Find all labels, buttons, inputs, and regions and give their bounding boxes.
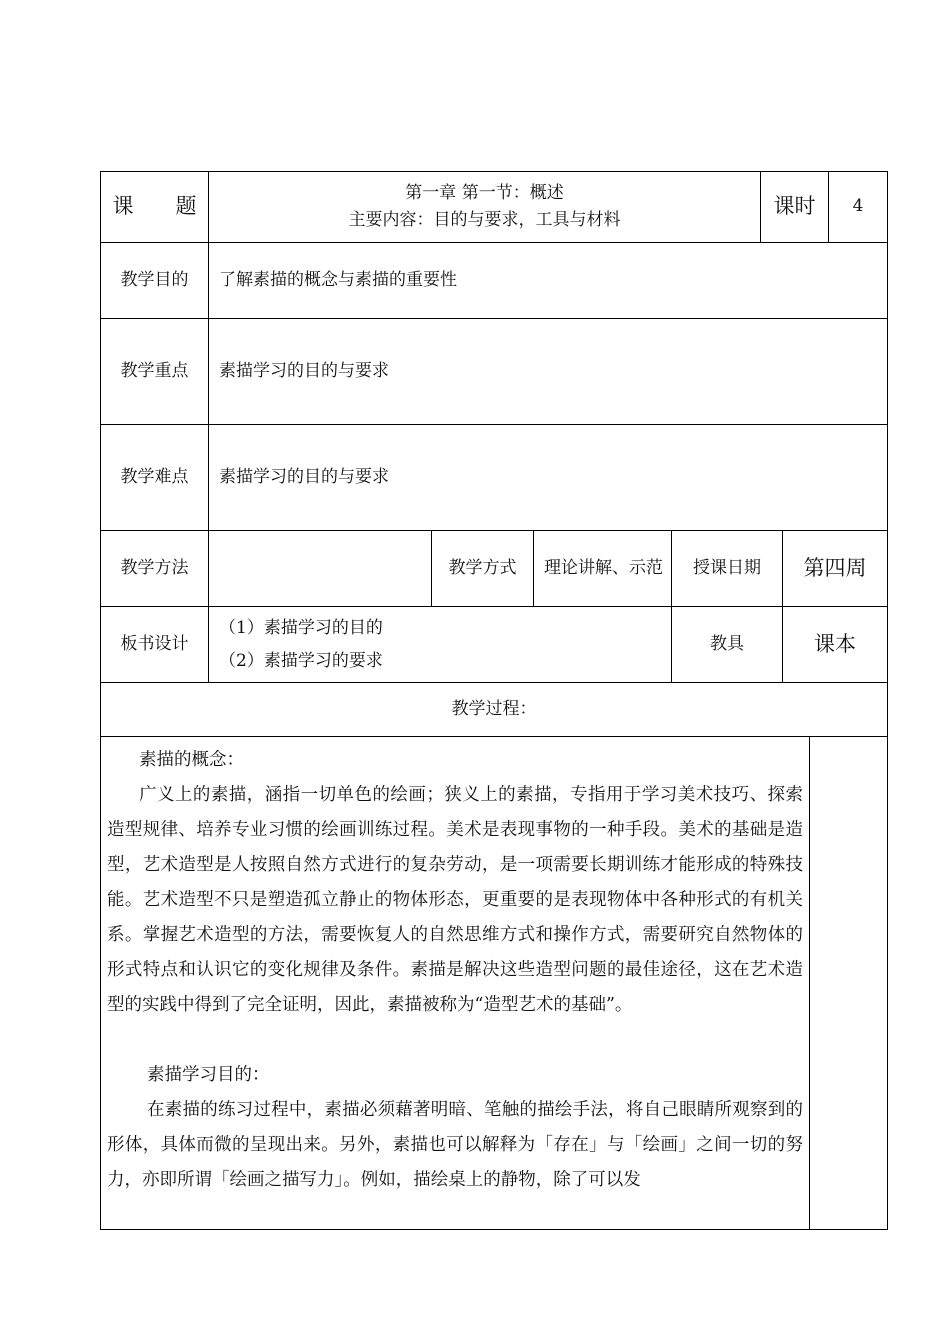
process-side-column xyxy=(810,737,887,1229)
purpose-paragraph: 在素描的练习过程中，素描必须藉著明暗、笔触的描绘手法，将自己眼睛所观察到的形体，具体而微的呈现出来。另外，素描也可以解释为「存在」与「绘画」之间一切的努力，亦即所谓「绘画之描写力」。例如，描绘桌上的静物，除了可以发 xyxy=(107,1100,803,1190)
mode-label: 教学方式 xyxy=(432,531,534,606)
mode-value: 理论讲解、示范 xyxy=(534,531,672,606)
main-content: 主要内容：目的与要求，工具与材料 xyxy=(348,210,621,230)
board-content xyxy=(209,607,672,682)
tools-value: 课本 xyxy=(814,631,856,656)
topic-content xyxy=(209,172,761,242)
tools-label: 教具 xyxy=(672,607,783,682)
process-title-row xyxy=(100,683,888,737)
objective-row xyxy=(100,243,888,319)
difficulty-row xyxy=(100,425,888,531)
process-body xyxy=(100,737,888,1230)
concept-paragraph: 广义上的素描，涵指一切单色的绘画；狭义上的素描，专指用于学习美术技巧、探索造型规律、培养专业习惯的绘画训练过程。美术是表现事物的一种手段。美术的基础是造型，艺术造型是人按照自然方式进行的复杂劳动，是一项需要长期训练才能形成的特殊技能。艺术造型不只是塑造孤立静止的物体形态，更重要的是表现物体中各种形式的有机关系。掌握艺术造型的方法，需要恢复人的自然思维方式和操作方式，需要研究自然物体的形式特点和认识它的变化规律及条件。素描是解决这些造型问题的最佳途径，这在艺术造型的实践中得到了完全证明，因此，素描被称为“造型艺术的基础”。 xyxy=(107,785,803,1015)
board-item-2: （2）素描学习的要求 xyxy=(219,650,383,671)
hours-label: 课时 xyxy=(761,172,829,242)
objective-label: 教学目的 xyxy=(101,243,209,318)
difficulty-label: 教学难点 xyxy=(101,425,209,530)
hours-value: 4 xyxy=(852,196,864,217)
concept-heading: 素描的概念： xyxy=(139,750,244,770)
process-title: 教学过程： xyxy=(451,698,537,719)
key-point-row xyxy=(100,319,888,425)
date-value: 第四周 xyxy=(803,555,867,580)
lesson-plan-table xyxy=(100,171,888,1230)
difficulty-value: 素描学习的目的与要求 xyxy=(219,466,389,487)
paragraph-gap xyxy=(107,1023,803,1058)
chapter-title: 第一章 第一节：概述 xyxy=(405,182,564,203)
topic-row xyxy=(100,171,888,243)
board-label: 板书设计 xyxy=(101,607,209,682)
board-item-1: （1）素描学习的目的 xyxy=(219,618,383,639)
key-point-value: 素描学习的目的与要求 xyxy=(219,360,389,381)
key-point-label: 教学重点 xyxy=(101,319,209,424)
topic-label: 课 题 xyxy=(101,172,209,242)
objective-value: 了解素描的概念与素描的重要性 xyxy=(219,269,457,290)
date-label: 授课日期 xyxy=(672,531,783,606)
method-label: 教学方法 xyxy=(101,531,209,606)
purpose-heading: 素描学习目的： xyxy=(147,1065,270,1085)
board-row xyxy=(100,607,888,683)
method-value xyxy=(209,531,432,606)
process-text xyxy=(101,737,810,1229)
method-row xyxy=(100,531,888,607)
